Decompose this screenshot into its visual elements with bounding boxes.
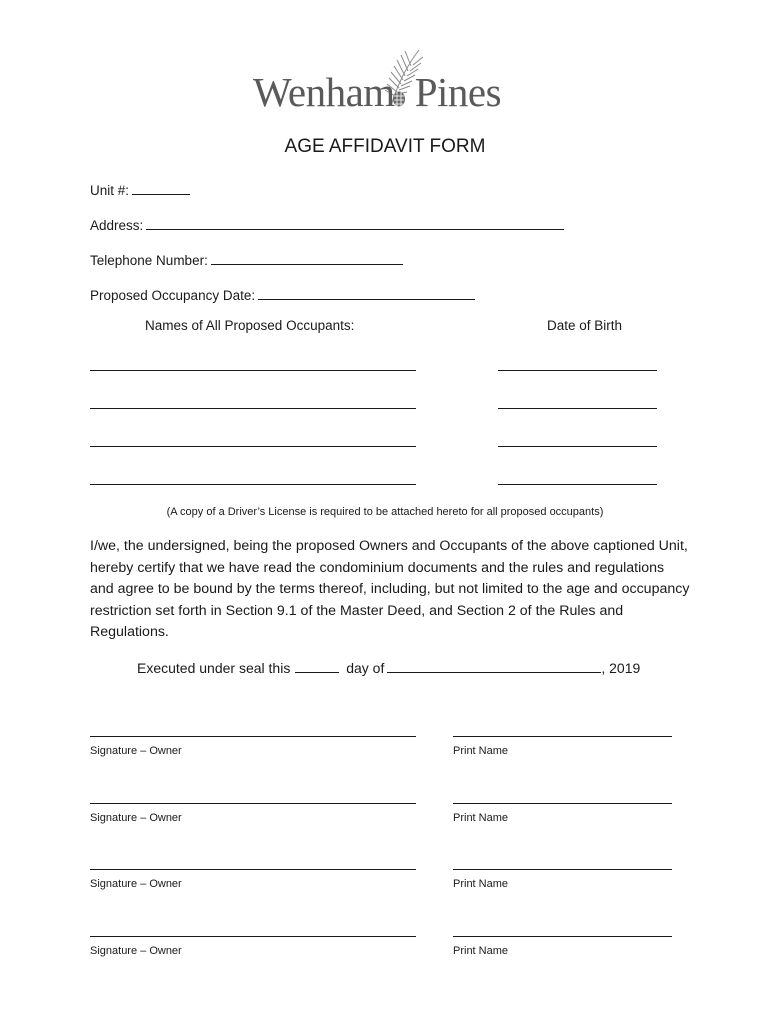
print-name-label: Print Name: [453, 945, 509, 957]
print-name-line[interactable]: [453, 936, 672, 937]
signature-owner-label: Signature – Owner: [90, 878, 182, 890]
executed-line: [137, 658, 640, 676]
drivers-license-note: (A copy of a Driver’s License is required to be attached hereto for all proposed occupants): [166, 506, 604, 518]
signature-owner-label: Signature – Owner: [90, 812, 182, 824]
occupant-name-line[interactable]: [90, 484, 416, 485]
certification-statement: I/we, the undersigned, being the proposed Owners and Occupants of the above captioned Unit, hereby certify that we have read the condominium documents and the rules and regulations and agree to be bound by the terms thereof, including, but not limited to the age and occupancy restriction set forth in Section 9.1 of the Master Deed, and Section 2 of the Rules and Regulations.: [90, 538, 690, 640]
print-name-line[interactable]: [453, 869, 672, 870]
occupant-name-line[interactable]: [90, 408, 416, 409]
executed-middle: day of: [346, 660, 385, 676]
occupant-name-line[interactable]: [90, 370, 416, 371]
print-name-label: Print Name: [453, 878, 509, 890]
print-name-line[interactable]: [453, 736, 672, 737]
owner-signature-line[interactable]: [90, 936, 416, 937]
logo-wordmark: [253, 68, 501, 116]
print-name-label: Print Name: [453, 812, 509, 824]
occupancy-date-input-line[interactable]: [258, 285, 475, 300]
dob-column-header: Date of Birth: [547, 318, 623, 333]
executed-day-line[interactable]: [295, 658, 339, 673]
executed-prefix: Executed under seal this: [137, 660, 291, 676]
occupant-name-line[interactable]: [90, 446, 416, 447]
telephone-input-line[interactable]: [211, 250, 403, 265]
occupant-dob-line[interactable]: [498, 370, 657, 371]
occupancy-date-field: [90, 285, 475, 303]
print-name-label: Print Name: [453, 745, 509, 757]
print-name-line[interactable]: [453, 803, 672, 804]
executed-month-line[interactable]: [387, 658, 601, 673]
address-field: [90, 215, 564, 233]
occupant-dob-line[interactable]: [498, 408, 657, 409]
signature-owner-label: Signature – Owner: [90, 745, 182, 757]
unit-field: [90, 180, 190, 198]
owner-signature-line[interactable]: [90, 869, 416, 870]
telephone-label: Telephone Number:: [90, 253, 208, 268]
occupant-dob-line[interactable]: [498, 484, 657, 485]
logo-word-pines: Pines: [414, 69, 502, 115]
telephone-field: [90, 250, 403, 268]
names-column-header: Names of All Proposed Occupants:: [145, 318, 355, 333]
form-title: AGE AFFIDAVIT FORM: [284, 136, 486, 157]
occupant-dob-line[interactable]: [498, 446, 657, 447]
unit-input-line[interactable]: [132, 180, 190, 195]
address-input-line[interactable]: [146, 215, 564, 230]
wenham-pines-logo: [253, 46, 518, 114]
owner-signature-line[interactable]: [90, 736, 416, 737]
occupancy-date-label: Proposed Occupancy Date:: [90, 288, 256, 303]
logo-word-wenham: Wenham: [253, 69, 395, 115]
unit-label: Unit #:: [90, 183, 130, 198]
owner-signature-line[interactable]: [90, 803, 416, 804]
executed-year: , 2019: [601, 660, 641, 676]
signature-owner-label: Signature – Owner: [90, 945, 182, 957]
address-label: Address:: [90, 218, 144, 233]
